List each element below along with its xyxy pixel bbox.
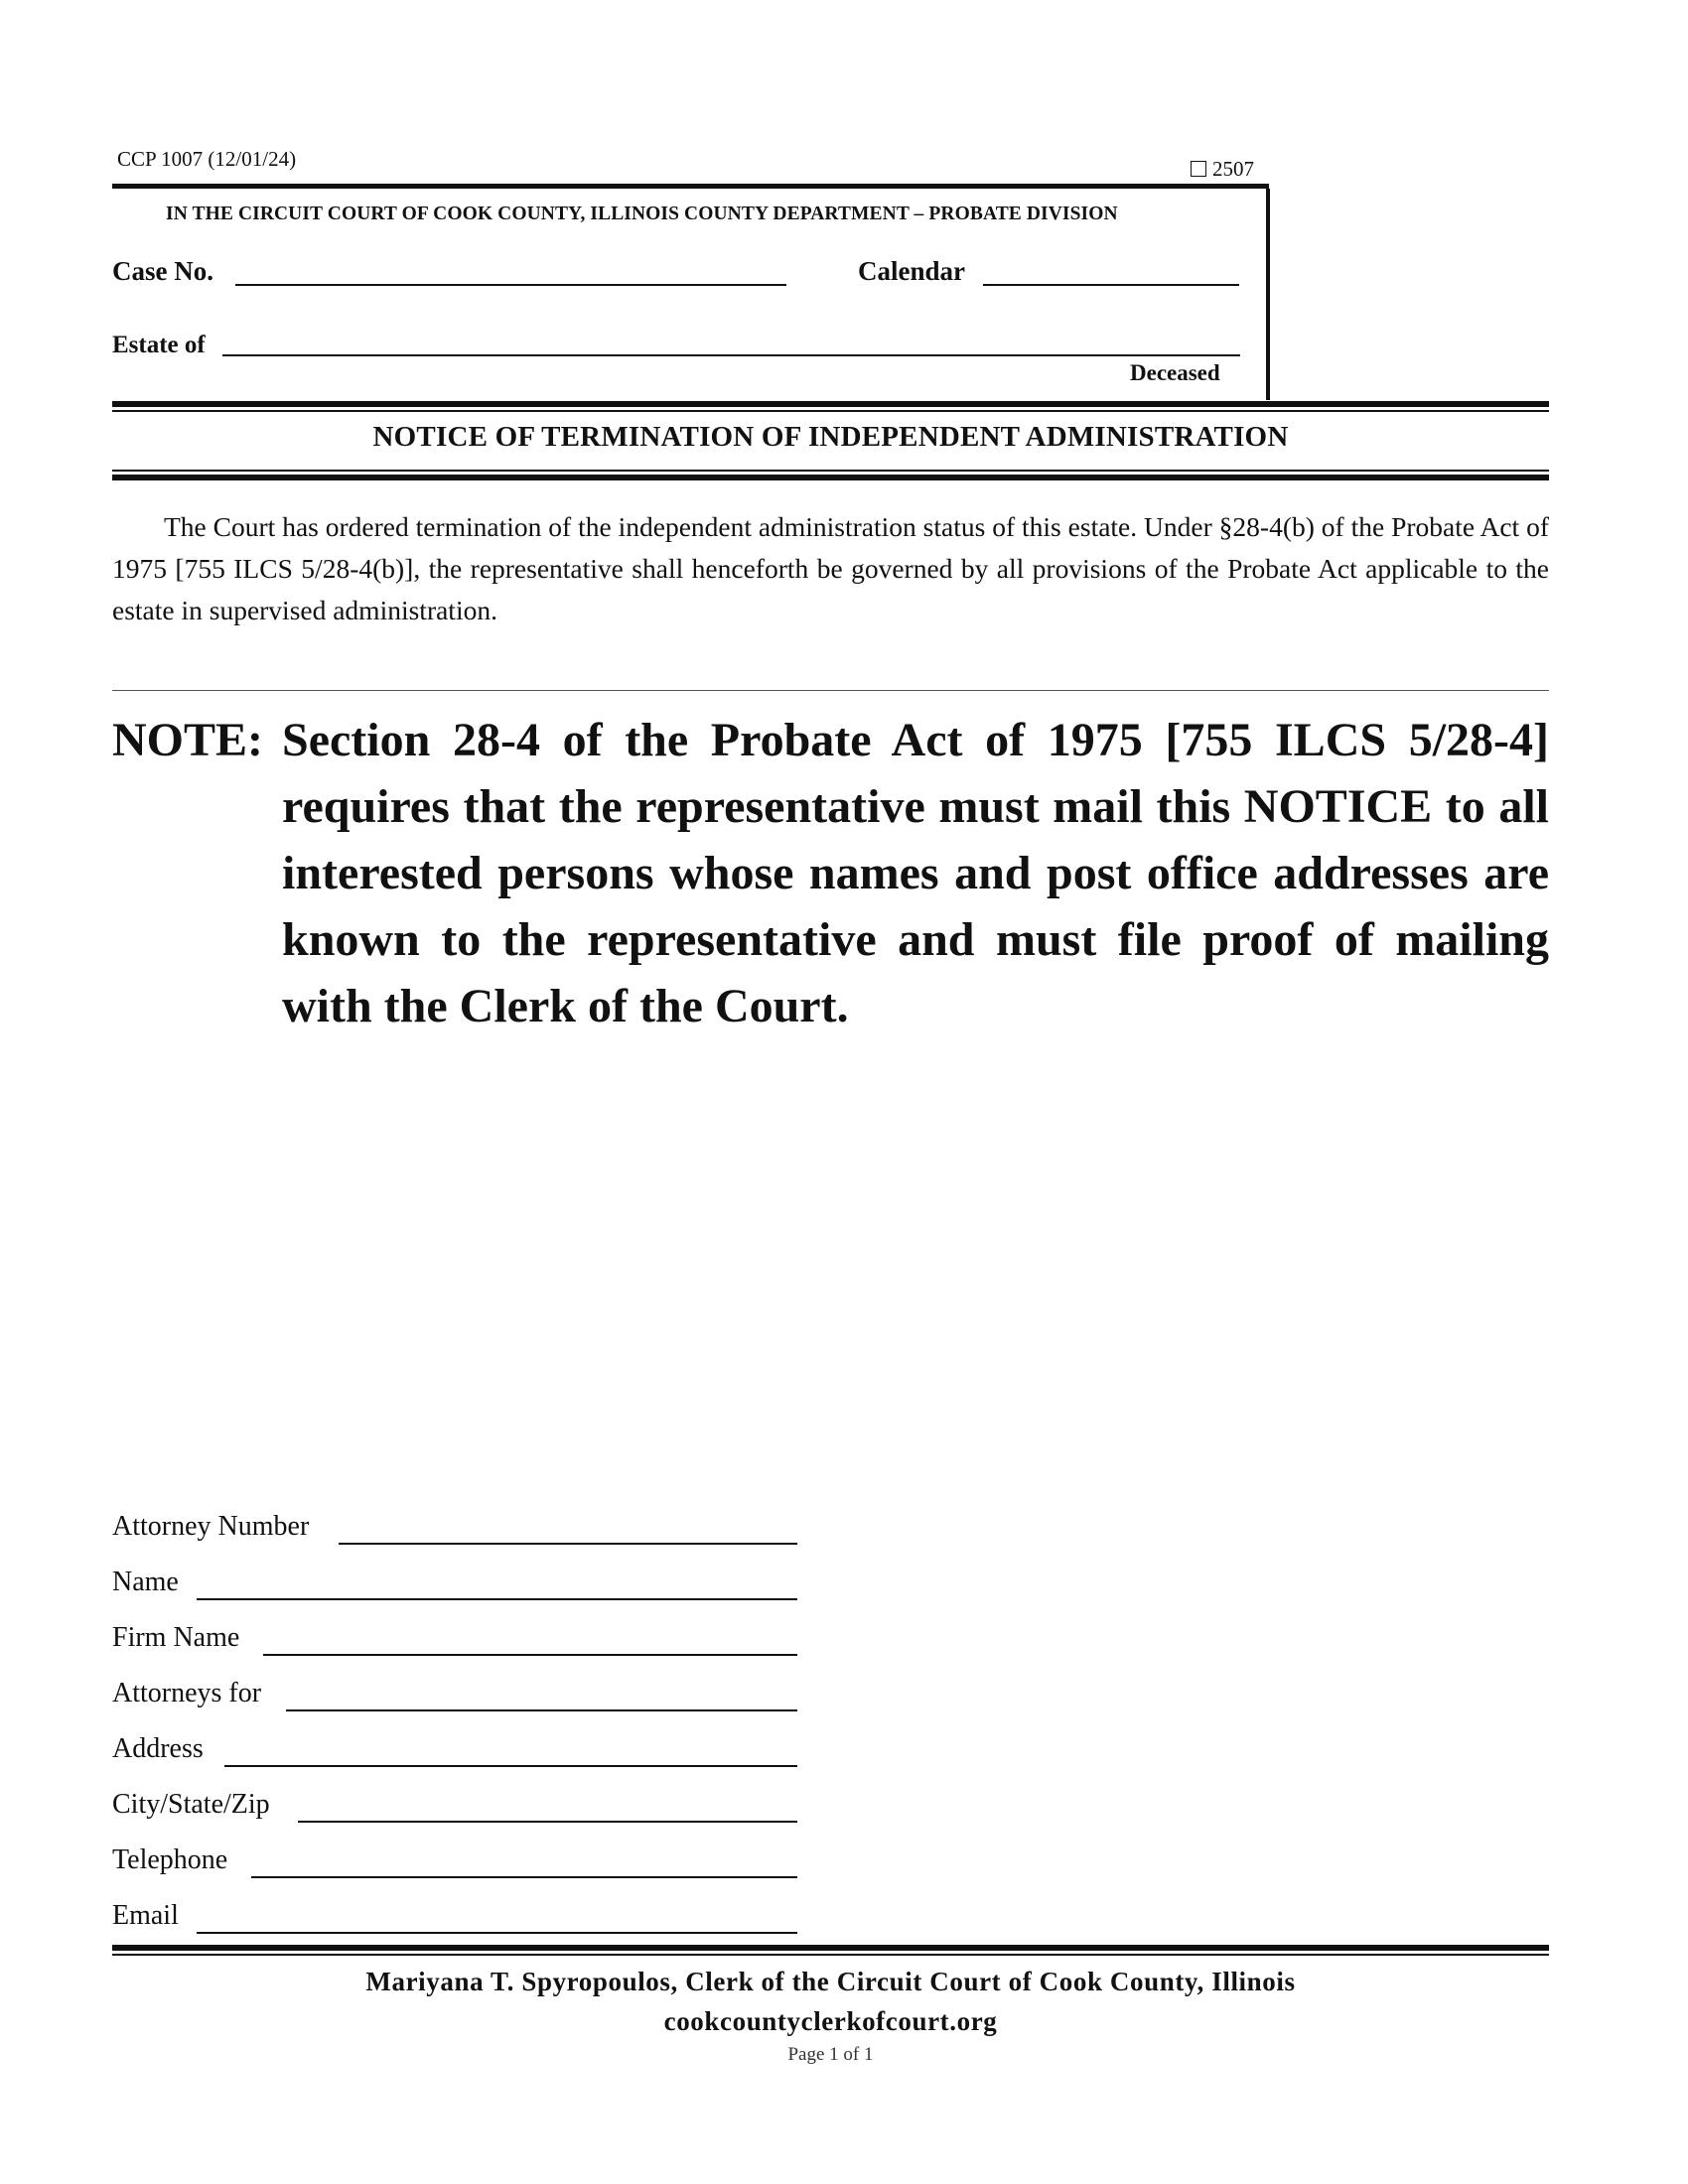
firm-name-label: Firm Name (112, 1622, 240, 1653)
title-top-rule (112, 401, 1549, 407)
city-state-zip-row (112, 1789, 797, 1825)
address-label: Address (112, 1733, 204, 1764)
name-field[interactable] (197, 1598, 797, 1600)
calendar-label: Calendar (858, 256, 965, 286)
court-heading: IN THE CIRCUIT COURT OF COOK COUNTY, ILLINOIS COUNTY DEPARTMENT – PROBATE DIVISION (166, 204, 1118, 224)
attorneys-for-row (112, 1678, 797, 1713)
note-divider (112, 690, 1549, 691)
attorneys-for-field[interactable] (286, 1709, 797, 1711)
address-field[interactable] (224, 1765, 797, 1767)
calendar-field[interactable] (983, 284, 1239, 286)
website-link[interactable]: cookcountyclerkofcourt.org (663, 2006, 998, 2036)
page-number: Page 1 of 1 (787, 2044, 874, 2065)
document-title: NOTICE OF TERMINATION OF INDEPENDENT ADMINISTRATION (372, 421, 1289, 453)
deceased-label: Deceased (1130, 360, 1220, 385)
header-top-rule (112, 184, 1269, 189)
header-right-rule (1266, 189, 1270, 400)
telephone-row (112, 1844, 797, 1880)
firm-name-row (112, 1622, 797, 1658)
title-bottom-rule-thin (112, 470, 1549, 472)
footer-rule-thin (112, 1954, 1549, 1956)
footer-rule (112, 1945, 1549, 1951)
name-row (112, 1567, 797, 1602)
note-text: Section 28-4 of the Probate Act of 1975 [755 ILCS 5/28-4] requires that the representative must mail this NOTICE to all interested persons whose names and post office addresses are known to the representative and must file proof of mailing with the Clerk of the Court. (282, 714, 1549, 1032)
case-no-label: Case No. (112, 256, 213, 286)
estate-of-label: Estate of (112, 332, 206, 358)
form-number (1191, 157, 1254, 182)
telephone-field[interactable] (251, 1876, 797, 1878)
city-state-zip-label: City/State/Zip (112, 1789, 270, 1820)
telephone-label: Telephone (112, 1844, 228, 1875)
checkbox-icon[interactable] (1191, 161, 1206, 177)
email-row (112, 1900, 797, 1936)
firm-name-field[interactable] (263, 1654, 797, 1656)
attorneys-for-label: Attorneys for (112, 1678, 262, 1708)
name-label: Name (112, 1567, 179, 1597)
clerk-name: Mariyana T. Spyropoulos, Clerk of the Circuit Court of Cook County, Illinois (365, 1967, 1296, 1996)
form-code: CCP 1007 (12/01/24) (117, 147, 297, 171)
email-field[interactable] (197, 1932, 797, 1934)
note-label: NOTE: (112, 714, 264, 766)
form-number-text: 2507 (1212, 157, 1254, 181)
case-no-field[interactable] (235, 284, 786, 286)
attorney-number-label: Attorney Number (112, 1511, 310, 1542)
email-label: Email (112, 1900, 179, 1931)
attorney-number-row (112, 1511, 797, 1547)
estate-of-field[interactable] (222, 354, 1240, 356)
title-top-rule-thin (112, 410, 1549, 412)
title-bottom-rule (112, 475, 1549, 480)
body-paragraph: The Court has ordered termination of the independent administration status of this estate. Under §28-4(b) of the Probate Act of 1975 [755 ILCS 5/28-4(b)], the representative shall henceforth be governed by all provisions of the Probate Act applicable to the estate in supervised administration. (112, 511, 1549, 625)
city-state-zip-field[interactable] (298, 1821, 797, 1823)
address-row (112, 1733, 797, 1769)
attorney-number-field[interactable] (339, 1543, 797, 1545)
